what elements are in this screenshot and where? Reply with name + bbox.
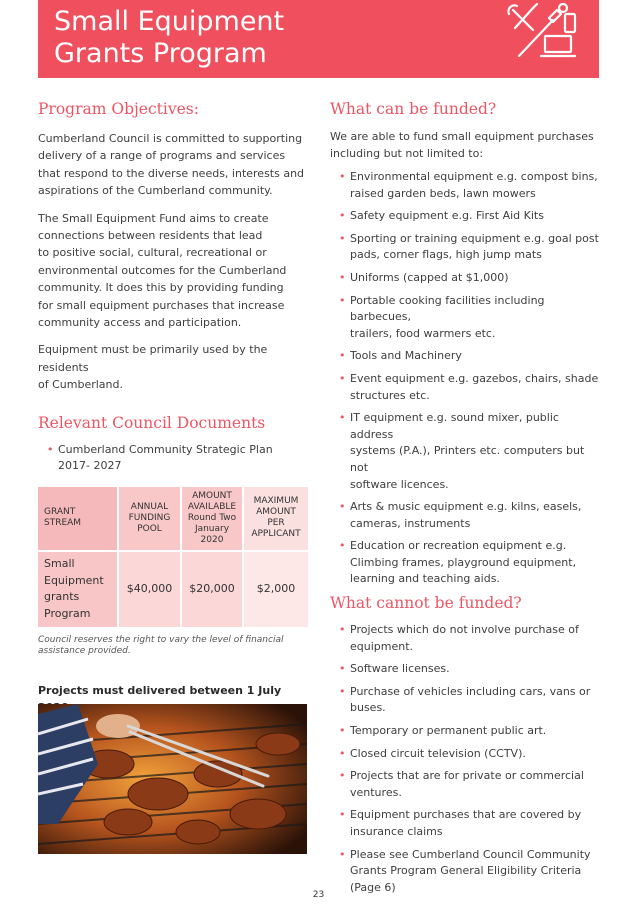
- cell-maximum: $2,000: [243, 551, 308, 627]
- grill-illustration: [38, 704, 307, 854]
- title-banner: [38, 0, 599, 78]
- objectives-paragraph-1: Cumberland Council is committed to supporting delivery of a range of programs and services that respond to the diverse needs, interests and aspirations of the Cumberland community.: [38, 132, 305, 198]
- list-item: • Sporting or training equipment e.g. goal post pads, corner flags, high jump mats: [339, 231, 599, 262]
- bullet-icon: •: [339, 623, 346, 637]
- can-fund-list: [330, 169, 605, 588]
- cannot-fund-heading: What cannot be funded?: [330, 594, 522, 613]
- documents-heading: Relevant Council Documents: [38, 413, 266, 432]
- bullet-icon: •: [339, 808, 346, 822]
- list-item: • Projects that are for private or commercial ventures.: [339, 769, 584, 799]
- bullet-icon: •: [339, 170, 346, 183]
- right-column: [330, 100, 605, 902]
- list-item: • Equipment purchases that are covered by insurance claims: [339, 808, 582, 838]
- list-item: • Projects which do not involve purchase of equipment.: [339, 623, 579, 653]
- bullet-icon: •: [339, 500, 346, 514]
- bullet-icon: •: [339, 270, 346, 284]
- list-item: • Education or recreation equipment e.g. Climbing frames, playground equipment, learning and teaching aids.: [339, 539, 577, 586]
- list-item: • Cumberland Community Strategic Plan 2017- 2027: [47, 442, 273, 473]
- page-title: Small Equipment Grants Program: [54, 6, 285, 69]
- delivery-deadline: Projects must delivered between 1 July: [38, 683, 282, 697]
- table-note: Council reserves the right to vary the level of financial assistance provided.: [38, 634, 284, 657]
- header-annual-funding-pool: ANNUAL FUNDING POOL: [118, 487, 181, 551]
- bullet-icon: •: [339, 684, 346, 698]
- bullet-icon: •: [339, 349, 346, 363]
- list-item: • Arts & music equipment e.g. kilns, easels, cameras, instruments: [339, 500, 582, 530]
- header-amount-available: AMOUNT AVAILABLE Round Two January 2020: [181, 487, 243, 551]
- list-item: • Event equipment e.g. gazebos, chairs, shade structures etc.: [339, 371, 599, 402]
- list-item: • Portable cooking facilities including barbecues, trailers, food warmers etc.: [339, 293, 545, 340]
- objectives-heading: Program Objectives:: [38, 100, 199, 118]
- tools-sports-laptop-icon: [505, 2, 581, 64]
- bullet-icon: •: [339, 724, 346, 738]
- page-number: 23: [312, 890, 325, 900]
- bullet-icon: •: [339, 662, 346, 676]
- cell-available: $20,000: [181, 551, 243, 627]
- bullet-icon: •: [339, 769, 346, 783]
- list-item: • Tools and Machinery: [330, 348, 605, 365]
- list-item: • Safety equipment e.g. First Aid Kits: [330, 208, 605, 225]
- bullet-icon: •: [339, 371, 346, 385]
- bullet-icon: •: [339, 293, 346, 307]
- cell-stream: Small Equipment grants Program: [38, 551, 118, 627]
- table-row: [38, 551, 308, 627]
- list-item: • IT equipment e.g. sound mixer, public address systems (P.A.), Printers etc. computers but not software licences.: [339, 411, 585, 491]
- header-grant-stream: GRANT STREAM: [38, 487, 118, 551]
- list-item: • Software licenses.: [330, 661, 605, 678]
- list-item: • Please see Cumberland Council Community Grants Program General Eligibility Criteria (Page 6): [339, 847, 591, 894]
- header-maximum-amount: MAXIMUM AMOUNT PER APPLICANT: [243, 487, 308, 551]
- cannot-fund-list: [330, 622, 605, 896]
- bullet-icon: •: [339, 746, 346, 760]
- list-item: • Temporary or permanent public art.: [330, 723, 605, 740]
- list-item: • Purchase of vehicles including cars, vans or buses.: [339, 684, 591, 715]
- objectives-paragraph-3: Equipment must be primarily used by the residents of Cumberland.: [38, 343, 268, 392]
- list-item: • Environmental equipment e.g. compost bins, raised garden beds, lawn mowers: [339, 170, 598, 200]
- can-fund-intro: We are able to fund small equipment purchases including but not limited to:: [330, 130, 594, 160]
- list-item: • Uniforms (capped at $1,000): [330, 270, 605, 287]
- bullet-icon: •: [339, 411, 346, 425]
- bullet-icon: •: [339, 231, 346, 245]
- bullet-icon: •: [339, 847, 346, 861]
- cell-pool: $40,000: [118, 551, 181, 627]
- list-item: • Closed circuit television (CCTV).: [330, 746, 605, 763]
- left-column: [38, 100, 308, 733]
- bullet-icon: •: [339, 539, 346, 553]
- documents-list: [38, 442, 308, 475]
- grant-table: [38, 487, 308, 627]
- objectives-paragraph-2: The Small Equipment Fund aims to create connections between residents that lead to positive social, cultural, recreational or environmental outcomes for the Cumberland community. It does this by providing funding for small equipment purchases that increase community access and participation.: [38, 211, 287, 330]
- bullet-icon: •: [339, 209, 346, 223]
- barbecue-grill-photo: [38, 704, 307, 854]
- table-header-row: [38, 487, 308, 551]
- can-fund-heading: What can be funded?: [330, 100, 497, 118]
- bullet-icon: •: [47, 442, 54, 456]
